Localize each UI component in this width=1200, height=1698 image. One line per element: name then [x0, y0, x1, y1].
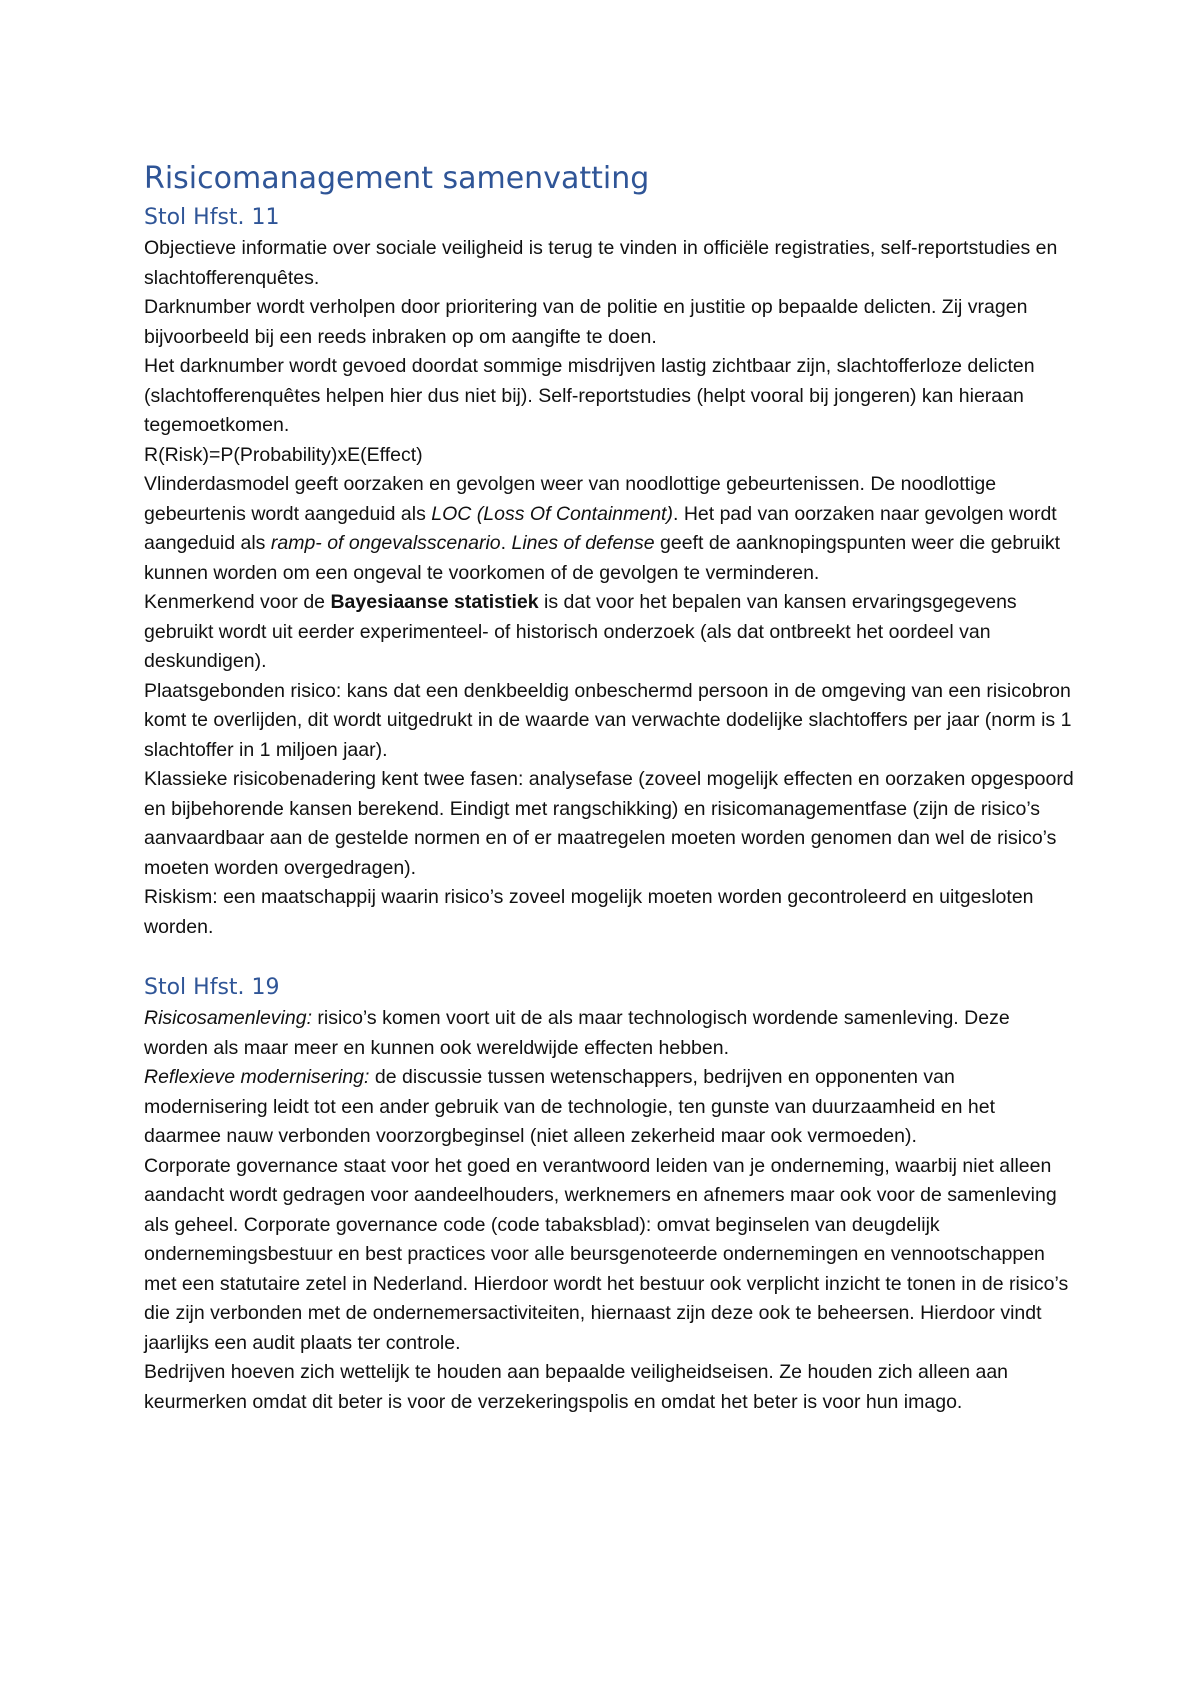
paragraph — [144, 470, 1074, 588]
paragraph: Klassieke risicobenadering kent twee fasen: analysefase (zoveel mogelijk effecten en oorzaken opgespoord en bijbehorende kansen berekend. Eindigt met rangschikking) en risicomanagementfase (zijn de risico’s aanvaardbaar aan de gestelde normen en of er maatregelen moeten worden genomen dan wel de risico’s moeten worden overgedragen). — [144, 768, 1074, 879]
document-title: Risicomanagement samenvatting — [144, 161, 650, 196]
paragraph: Objectieve informatie over sociale veiligheid is terug te vinden in officiële registraties, self-reportstudies en slachtofferenquêtes. — [144, 237, 1058, 289]
bold-term: Bayesiaanse statistiek — [330, 591, 539, 613]
text-run: Kenmerkend voor de — [144, 591, 331, 613]
text-run: is dat voor het bepalen van kansen ervaringsgegevens gebruikt wordt uit eerder experimenteel- of historisch onderzoek (als dat ontbreekt het oordeel van deskundigen). — [144, 591, 1017, 672]
paragraph: Riskism: een maatschappij waarin risico’s zoveel mogelijk moeten worden gecontroleerd en uitgesloten worden. — [144, 886, 1034, 938]
paragraph — [144, 1063, 1074, 1152]
section-heading-hfst-11: Stol Hfst. 11 — [144, 205, 280, 230]
paragraph — [144, 588, 1074, 677]
text-run: geeft de aanknopingspunten weer die gebruikt kunnen worden om een ongeval te voorkomen of de gevolgen te verminderen. — [144, 532, 1061, 584]
italic-term: Reflexieve modernisering: — [144, 1066, 370, 1088]
paragraph: Plaatsgebonden risico: kans dat een denkbeeldig onbeschermd persoon in de omgeving van een risicobron komt te overlijden, dit wordt uitgedrukt in de waarde van verwachte dodelijke slachtoffers per jaar (norm is 1 slachtoffer in 1 miljoen jaar). — [144, 679, 1072, 761]
paragraph — [144, 1004, 1074, 1063]
italic-term: LOC (Loss Of Containment) — [431, 502, 673, 525]
paragraph: Bedrijven hoeven zich wettelijk te houden aan bepaalde veiligheidseisen. Ze houden zich alleen aan keurmerken omdat dit beter is voor de verzekeringspolis en omdat het beter is voor hun imago. — [144, 1361, 1009, 1413]
text-run: de discussie tussen wetenschappers, bedrijven en opponenten van modernisering leidt tot een ander gebruik van de technologie, ten gunste van duurzaamheid en het daarmee nauw verbonden voorzorgbeginsel (niet alleen zekerheid maar ook vermoeden). — [144, 1066, 995, 1147]
paragraph: Het darknumber wordt gevoed doordat sommige misdrijven lastig zichtbaar zijn, slachtofferloze delicten (slachtofferenquêtes helpen hier dus niet bij). Self-reportstudies (helpt vooral bij jongeren) kan hieraan tegemoetkomen. — [144, 355, 1035, 436]
document-page — [144, 160, 1074, 1417]
italic-term: Risicosamenleving: — [144, 1007, 312, 1029]
text-run: . — [500, 532, 512, 554]
section-heading-hfst-19: Stol Hfst. 19 — [144, 975, 280, 1000]
formula-paragraph: R(Risk)=P(Probability)xE(Effect) — [144, 443, 423, 466]
italic-term: Lines of defense — [511, 532, 655, 554]
italic-term: ramp- of ongevalsscenario — [270, 532, 501, 554]
text-run: Vlinderdasmodel geeft oorzaken en gevolgen weer van noodlottige gebeurtenissen. De noodlottige gebeurtenis wordt aangeduid als — [144, 473, 997, 525]
text-run: . Het pad van oorzaken naar gevolgen wordt aangeduid als — [144, 502, 1057, 554]
paragraph: Darknumber wordt verholpen door prioritering van de politie en justitie op bepaalde delicten. Zij vragen bijvoorbeeld bij een reeds inbraken op om aangifte te doen. — [144, 296, 1028, 348]
paragraph: Corporate governance staat voor het goed en verantwoord leiden van je onderneming, waarbij niet alleen aandacht wordt gedragen voor aandeelhouders, werknemers en afnemers maar ook voor de samenleving als geheel. Corporate governance code (code tabaksblad): omvat beginselen van deugdelijk ondernemingsbestuur en best practices voor alle beursgenoteerde ondernemingen en vennootschappen met een statutaire zetel in Nederland. Hierdoor wordt het bestuur ook verplicht inzicht te tonen in de risico’s die zijn verbonden met de ondernemersactiviteiten, hiernaast zijn deze ook te beheersen. Hierdoor vindt jaarlijks een audit plaats ter controle. — [144, 1154, 1069, 1354]
text-run: risico’s komen voort uit de als maar technologisch wordende samenleving. Deze worden als maar meer en kunnen ook wereldwijde effecten hebben. — [144, 1007, 1010, 1059]
